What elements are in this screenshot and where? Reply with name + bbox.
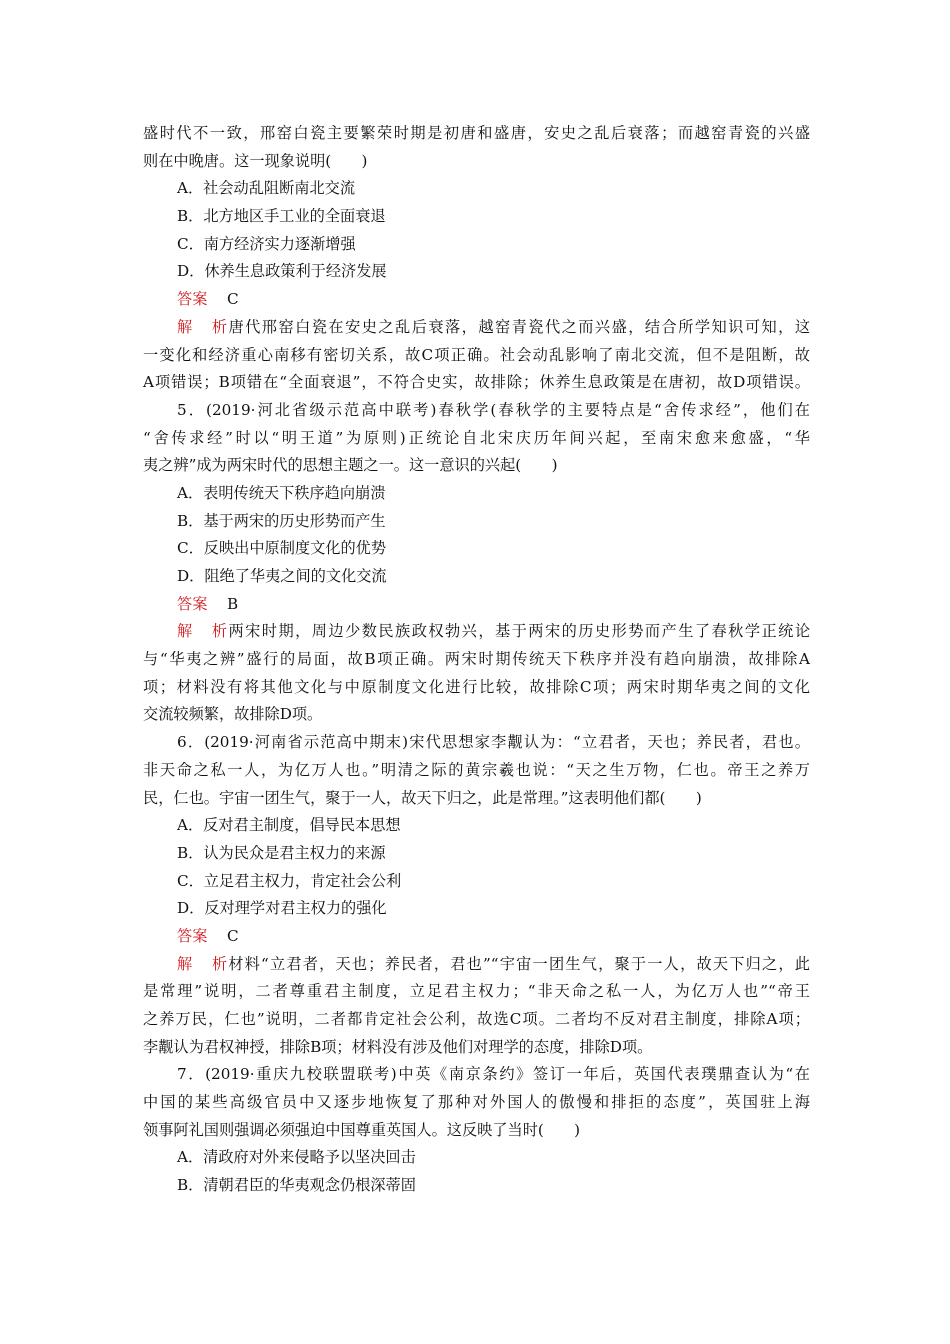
- q6-stem-line: 非天命之私一人，为亿万人也。”明清之际的黄宗羲也说：“天之生万物，仁也。帝王之养万: [143, 760, 810, 779]
- q5-stem-line: 5．(2019·河北省级示范高中联考)春秋学(春秋学的主要特点是“舍传求经”，他们在: [177, 400, 810, 419]
- q5-option-c: C．反映出中原制度文化的优势: [177, 539, 387, 558]
- q4-stem-line: 盛时代不一致，邢窑白瓷主要繁荣时期是初唐和盛唐，安史之乱后衰落；而越窑青瓷的兴盛: [143, 124, 810, 142]
- q5-option-a: A．表明传统天下秩序趋向崩溃: [177, 483, 386, 502]
- q6-answer: [143, 923, 810, 951]
- q5-analysis-line: [143, 618, 810, 646]
- answer-label: 答案: [177, 594, 208, 613]
- q6-option-a: A．反对君主制度，倡导民本思想: [177, 816, 401, 835]
- analysis-text: 唐代邢窑白瓷在安史之乱后衰落，越窑青瓷代之而兴盛，结合所学知识可知，这: [227, 317, 810, 336]
- analysis-text: 材料“立君者，天也；养民者，君也”“宇宙一团生气，聚于一人，故天下归之，此: [227, 954, 810, 973]
- q6-option-b: B．认为民众是君主权力的来源: [177, 843, 386, 862]
- q5-stem-line: “舍传求经”时以“明王道”为原则)正统论自北宋庆历年间兴起，至南宋愈来愈盛，“华: [143, 428, 810, 447]
- q7-option-b: B．清朝君臣的华夷观念仍根深蒂固: [177, 1176, 416, 1195]
- answer-value: B: [227, 594, 239, 613]
- q4-option-b: B．北方地区手工业的全面衰退: [177, 207, 386, 226]
- answer-value: C: [227, 926, 239, 945]
- q6-option-c: C．立足君主权力，肯定社会公利: [177, 871, 402, 890]
- q6-analysis-line: 李觏认为君权神授，排除B项；材料没有涉及他们对理学的态度，排除D项。: [143, 1037, 653, 1056]
- q7-stem-line: 领事阿礼国则强调必须强迫中国尊重英国人。这反映了当时( ): [143, 1120, 581, 1139]
- q6-stem-line: 民，仁也。宇宙一团生气，聚于一人，故天下归之，此是常理。”这表明他们都( ): [143, 788, 702, 807]
- q4-analysis-line: A项错误；B项错在“全面衰退”，不符合史实，故排除；休养生息政策是在唐初，故D项错误。: [143, 373, 810, 392]
- q5-analysis-line: 交流较频繁，故排除D项。: [143, 705, 323, 724]
- q5-stem-line: 夷之辨”成为两宋时代的思想主题之一。这一意识的兴起( ): [143, 456, 558, 475]
- q7-stem-line: 7．(2019·重庆九校联盟联考)中英《南京条约》签订一年后，英国代表璞鼎查认为“在: [177, 1065, 810, 1084]
- q6-stem-line: 6．(2019·河南省示范高中期末)宋代思想家李觏认为：“立君者，天也；养民者，君也。: [177, 733, 810, 752]
- answer-label: 答案: [177, 926, 208, 945]
- q4-option-d: D．休养生息政策利于经济发展: [177, 262, 387, 281]
- q7-stem-line: 中国的某些高级官员中又逐步地恢复了那种对外国人的傲慢和排拒的态度”，英国驻上海: [143, 1093, 810, 1112]
- q4-analysis-line: 一变化和经济重心南移有密切关系，故C项正确。社会动乱影响了南北交流，但不是阻断，故: [143, 345, 810, 364]
- q4-option-c: C．南方经济实力逐渐增强: [177, 234, 356, 253]
- analysis-text: 两宋时期，周边少数民族政权勃兴，基于两宋的历史形势而产生了春秋学正统论: [227, 622, 810, 641]
- q4-answer: [143, 286, 810, 314]
- document-page: [143, 120, 810, 1200]
- q5-option-d: D．阻绝了华夷之间的文化交流: [177, 567, 387, 585]
- analysis-label: 解析: [177, 954, 227, 973]
- q5-option-b: B．基于两宋的历史形势而产生: [177, 511, 386, 530]
- answer-value: C: [227, 290, 239, 309]
- analysis-label: 解析: [177, 317, 227, 336]
- q4-option-a: A．社会动乱阻断南北交流: [177, 179, 356, 198]
- q5-analysis-line: 项；材料没有将其他文化与中原制度文化进行比较，故排除C项；两宋时期华夷之间的文化: [143, 677, 810, 696]
- q7-option-a: A．清政府对外来侵略予以坚决回击: [177, 1148, 416, 1167]
- q6-option-d: D．反对理学对君主权力的强化: [177, 899, 387, 918]
- q6-analysis-line: 之养万民，仁也”说明，二者都肯定社会公利，故选C项。二者均不反对君主制度，排除A项；: [143, 1010, 810, 1028]
- q5-answer: [143, 591, 810, 619]
- q4-stem-line: 则在中晚唐。这一现象说明( ): [143, 151, 368, 170]
- analysis-label: 解析: [177, 622, 227, 641]
- q5-analysis-line: 与“华夷之辨”盛行的局面，故B项正确。两宋时期传统天下秩序并没有趋向崩溃，故排除A: [143, 650, 810, 669]
- answer-label: 答案: [177, 290, 208, 309]
- q4-analysis-line: [143, 314, 810, 342]
- q6-analysis-line: 是常理”说明，二者尊重君主制度，立足君主权力；“非天命之私一人，为亿万人也”“帝王: [143, 982, 810, 1001]
- q6-analysis-line: [143, 951, 810, 979]
